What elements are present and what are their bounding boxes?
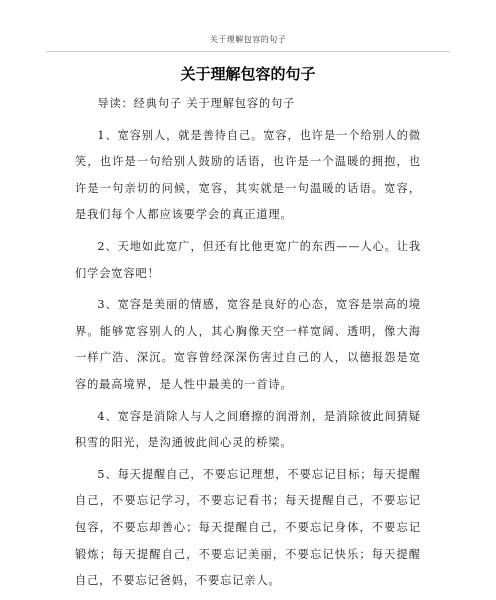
paragraph-intro: 导读：经典句子 关于理解包容的句子 [97, 97, 296, 110]
paragraph-3: 3、宽容是美丽的情感，宽容是良好的心态，宽容是崇高的境界。能够宽容别人的人，其心胸像天空一样宽阔、透明，像大海一样广浩、深沉。宽容曾经深深伤害过自己的人，以德报怨是宽容的最高境界，是人性中最美的一首诗。 [75, 298, 421, 391]
paragraph-2: 2、天地如此宽广，但还有比他更宽广的东西——人心。让我们学会宽容吧！ [75, 239, 421, 280]
document-body [75, 91, 421, 600]
page-title: 关于理解包容的句子 [180, 65, 316, 83]
header-divider [46, 51, 450, 52]
paragraph-5: 5、每天提醒自己，不要忘记理想，不要忘记目标；每天提醒自己，不要忘记学习，不要忘记看书；每天提醒自己，不要忘记包容，不要忘却善心；每天提醒自己，不要忘记身体，不要忘记锻炼；每天提醒自己，不要忘记美丽，不要忘记快乐；每天提醒自己，不要忘记爸妈，不要忘记亲人。 [75, 467, 421, 588]
paragraph-4: 4、宽容是消除人与人之间磨擦的润滑剂，是消除彼此间猜疑积雪的阳光，是沟通彼此间心灵的桥梁。 [75, 409, 421, 450]
paragraph-1: 1、宽容别人，就是善待自己。宽容，也许是一个给别人的微笑，也许是一句给别人鼓励的话语，也许是一个温暖的拥抱，也许是一句亲切的问候，宽容，其实就是一句温暖的话语。宽容，是我们每个人都应该要学会的真正道理。 [75, 128, 421, 222]
running-header: 关于理解包容的句子 [209, 35, 287, 44]
